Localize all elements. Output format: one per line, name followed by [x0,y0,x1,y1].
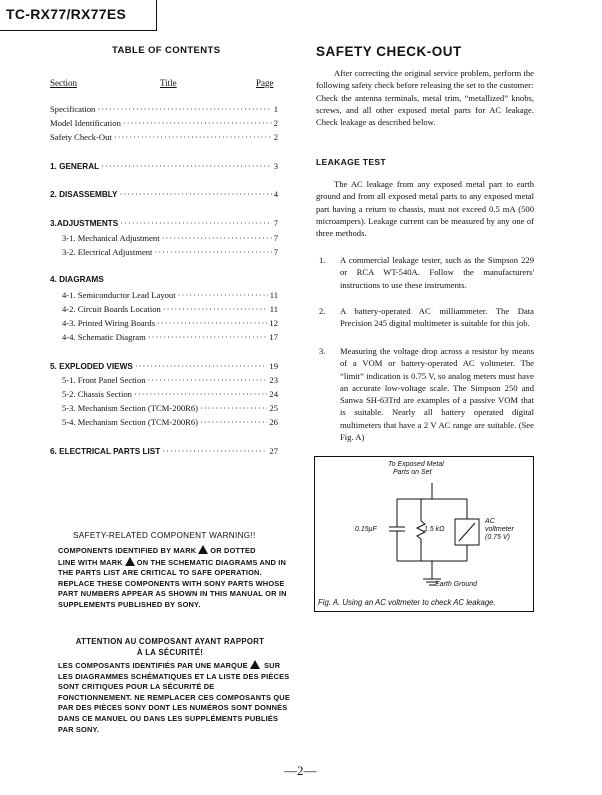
toc-entry[interactable]: 3-2. Electrical Adjustment ····· 7 [62,247,278,260]
toc-entry[interactable]: 5-2. Chassis Section ····· 24 [62,389,278,402]
toc-entry-parts[interactable]: 6. ELECTRICAL PARTS LIST ····· 27 [50,446,278,459]
toc-entry[interactable]: 4-3. Printed Wiring Boards ····· 12 [62,318,278,331]
method-item: 2. A battery-operated AC milliammeter. The Data Precision 245 digital multimeter is suitable for this job. [319,306,534,329]
safety-intro: After correcting the original service problem, perform the following safety check before releasing the set to the customer: Check the antenna terminals, metal trim, “metallized” knobs, screws, and all other exposed metal parts for AC leakage. Check leakage as described below. [316,68,534,128]
toc-entry[interactable]: 3-1. Mechanical Adjustment ····· 7 [62,233,278,246]
fig-label-resistor: 1.5 kΩ [424,526,445,533]
toc-entry[interactable]: 5-3. Mechanism Section (TCM-200R6) ····· 25 [62,403,278,416]
warning-triangle-icon [198,545,208,554]
leakage-test-body: The AC leakage from any exposed metal part to earth ground and from all exposed metal parts to any exposed metal part having a return to chassis, must not exceed 0.5 mA (500 microampers). Leakage current can be measured by any one of three methods. [316,179,534,239]
header-divider-horizontal [0,30,157,31]
toc-entry-general[interactable]: 1. GENERAL ····· 3 [50,161,278,174]
leakage-test-title: LEAKAGE TEST [316,157,386,167]
figure-caption: Fig. A. Using an AC voltmeter to check AC leakage. [318,598,496,607]
toc-entry[interactable]: 4-1. Semiconductor Lead Layout ····· 11 [62,290,278,303]
toc-col-section: Section [50,78,77,88]
fig-label-meter-1: AC [485,518,495,525]
model-header: TC-RX77/RX77ES [6,6,127,22]
toc-entry-disassembly[interactable]: 2. DISASSEMBLY ····· 4 [50,189,278,202]
toc-entry-exploded[interactable]: 5. EXPLODED VIEWS ····· 19 [50,361,278,374]
method-item: 1. A commercial leakage tester, such as the Simpson 229 or RCA WT-540A. Follow the manufacturers' instructions to use these instruments. [319,255,534,290]
warning-fr-body: LES COMPOSANTS IDENTIFIÉS PAR UNE MARQUE SUR LES DIAGRAMMES SCHÉMATIQUES ET LA LISTE DES PIÈCES SONT CRITIQUES POUR LA SÉCURITÉ DE FONCTIONNEMENT. NE REMPLACER CES COMPOSANTS QUE PAR DES PIÈCES SONY DONT LES NUMÉROS SONT DONNÉS DANS CE MANUEL OU DANS LES SUPPLÉMENTS PUBLIÉS PAR SONY. [58,661,290,734]
warning-fr-title: ATTENTION AU COMPOSANT AYANT RAPPORT À LA SÉCURITÉ! [75,637,265,657]
fig-label-meter-2: voltmeter [485,526,514,533]
warning-en-body: COMPONENTS IDENTIFIED BY MARK OR DOTTED LINE WITH MARK ON THE SCHEMATIC DIAGRAMS AND IN THE PARTS LIST ARE CRITICAL TO SAFE OPERATION. REPLACE THESE COMPONENTS WITH SONY PARTS WHOSE PART NUMBERS APPEAR AS SHOWN IN THIS MANUAL OR IN SUPPLEMENTS PUBLISHED BY SONY. [58,546,287,609]
safety-title: SAFETY CHECK-OUT [316,44,462,59]
warning-triangle-icon [125,557,135,566]
toc-entry[interactable]: Safety Check-Out ····· 2 [50,132,278,145]
toc-entry[interactable]: 4-4. Schematic Diagram ····· 17 [62,332,278,345]
toc-entry[interactable]: 5-1. Front Panel Section ····· 23 [62,375,278,388]
page-number: —2— [284,763,317,778]
fig-label-capacitor: 0.15μF [355,526,377,533]
toc-title: TABLE OF CONTENTS [112,45,221,56]
header-divider-vertical [156,0,157,30]
toc-entry[interactable]: 5-4. Mechanism Section (TCM-200R6) ····· 26 [62,417,278,430]
fig-label-ground: Earth Ground [435,581,478,588]
toc-entry[interactable]: Model Identification ····· 2 [50,118,278,131]
method-item: 3. Measuring the voltage drop across a resistor by means of a VOM or battery-operated AC voltmeter. The “limit” indication is 0.75 V, so analog meters must have an accurate low-voltage scale. The Simpson 250 and Sanwa SH-63Trd are examples of a passive VOM that is suitable. Nearly all battery operated digital multimeters that have a 2 V AC range are suitable. (See Fig. A) [319,346,534,443]
toc-col-page: Page [256,78,274,88]
fig-label-set-top: To Exposed Metal [388,461,444,468]
figure-ac-voltmeter [314,456,534,612]
fig-label-set-bottom: Parts on Set [393,469,432,476]
toc-entry[interactable]: 4-2. Circuit Boards Location ····· 11 [62,304,278,317]
toc-entry[interactable]: Specification ····· 1 [50,104,278,117]
toc-col-title: Title [160,78,177,88]
fig-label-meter-3: (0.75 V) [485,534,510,541]
warning-en-title: SAFETY-RELATED COMPONENT WARNING!! [73,531,256,540]
toc-entry-adjustments[interactable]: 3.ADJUSTMENTS ····· 7 [50,218,278,231]
toc-entry-diagrams[interactable]: 4. DIAGRAMS [50,275,104,284]
warning-triangle-icon [250,660,260,669]
